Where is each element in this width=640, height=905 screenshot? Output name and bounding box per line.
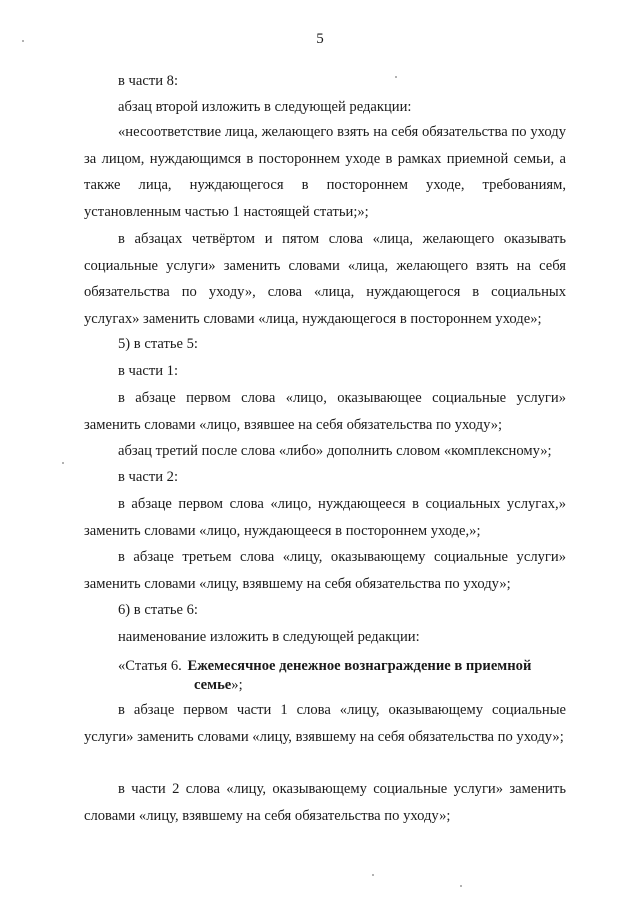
article-title-suffix: »; xyxy=(231,676,243,693)
article-title-line1: Ежемесячное денежное вознаграждение в приемной xyxy=(187,658,532,674)
paragraph: в части 2: xyxy=(118,469,179,485)
scan-speck xyxy=(460,885,462,887)
paragraph: в части 2 слова «лицу, оказывающему социальные услуги» заменить словами «лицу, взявшему на себя обязательства по уходу»; xyxy=(84,781,566,824)
scan-speck xyxy=(372,874,374,876)
scan-speck xyxy=(395,76,397,78)
paragraph: в абзаце третьем слова «лицу, оказывающему социальные услуги» заменить словами «лицу, взявшему на себя обязательства по уходу»; xyxy=(84,549,566,592)
article-title-prefix: «Статья 6. xyxy=(118,658,182,674)
article-title-line2: семье xyxy=(194,676,232,693)
paragraph: в абзаце первом слова «лицо, оказывающее социальные услуги» заменить словами «лицо, взявшее на себя обязательства по уходу»; xyxy=(84,390,566,433)
paragraph: в части 8: xyxy=(118,73,179,89)
paragraph: 5) в статье 5: xyxy=(118,336,198,352)
paragraph: абзац второй изложить в следующей редакции: xyxy=(118,99,412,115)
article-title-line2-wrap xyxy=(118,676,566,695)
paragraph: абзац третий после слова «либо» дополнить словом «комплексному»; xyxy=(118,443,552,459)
paragraph: в абзаце первом слова «лицо, нуждающееся в социальных услугах,» заменить словами «лицо, нуждающееся в постороннем уходе,»; xyxy=(84,496,566,539)
paragraph: 6) в статье 6: xyxy=(118,602,198,618)
paragraph: в абзаце первом части 1 слова «лицу, оказывающему социальные услуги» заменить словами «лицу, взявшему на себя обязательства по уходу»; xyxy=(84,702,566,745)
article-title xyxy=(118,657,566,694)
scan-speck xyxy=(62,462,64,464)
page-number: 5 xyxy=(316,31,324,47)
scan-speck xyxy=(22,40,24,42)
paragraph: «несоответствие лица, желающего взять на себя обязательства по уходу за лицом, нуждающимся в постороннем уходе в рамках приемной семьи, а также лица, нуждающегося в постороннем уходе, требованиям, установленным частью 1 настоящей статьи;»; xyxy=(84,124,566,220)
paragraph: наименование изложить в следующей редакции: xyxy=(118,629,420,645)
paragraph: в абзацах четвёртом и пятом слова «лица, желающего оказывать социальные услуги» заменить словами «лица, желающего взять на себя обязательства по уходу», слова «лица, нуждающегося в социальных услугах» заменить словами «лица, нуждающегося в постороннем уходе»; xyxy=(84,231,566,327)
paragraph: в части 1: xyxy=(118,363,179,379)
